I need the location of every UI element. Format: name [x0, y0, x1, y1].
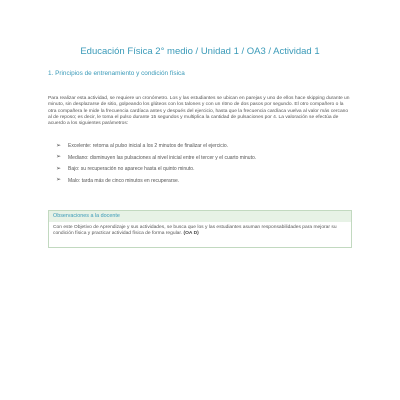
check-icon: ➢: [56, 177, 62, 183]
objective-code: (OA D): [183, 231, 199, 237]
criteria-item-bad: [56, 178, 352, 190]
criteria-list: [56, 143, 352, 189]
criteria-item-excellent: [56, 143, 352, 155]
check-icon: ➢: [56, 154, 62, 160]
criteria-item-medium: [56, 155, 352, 167]
observations-box: [48, 210, 352, 248]
observations-header: Observaciones a la docente: [49, 211, 351, 222]
criteria-text: Malo: tarda más de cinco minutos en recuperarse.: [68, 177, 180, 184]
section-heading: 1. Principios de entrenamiento y condición física: [48, 70, 185, 77]
check-icon: ➢: [56, 142, 62, 149]
document-title: Educación Física 2° medio / Unidad 1 / OA3 / Actividad 1: [80, 46, 320, 57]
check-icon: ➢: [56, 165, 62, 172]
intro-paragraph: Para realizar esta actividad, se requiere un cronómetro. Los y las estudiantes se ubican en parejas y uno de ellos hace skipping durante un minuto, sin desplazarse de sitio, golpeando los glúteos con los talones y con un ritmo de dos pasos por segundo. El otro compañero o la otra compañera le mide la frecuencia cardíaca antes y después del ejercicio, hasta que la frecuencia cardíaca vuelva al valor más cercano al de reposo; es decir, le toma el pulso durante 15 segundos y multiplica la cantidad de pulsaciones por 4. La valoración se efectúa de acuerdo a los siguientes parámetros:: [48, 96, 350, 127]
criteria-text: Excelente: retorna al pulso inicial a los 2 minutos de finalizar el ejercicio.: [68, 143, 229, 149]
observations-body: Con este Objetivo de Aprendizaje y sus actividades, se busca que los y las estudiantes asuman responsabilidades para mejorar su condición física y practicar actividad física de forma regular.: [53, 225, 337, 237]
criteria-item-low: [56, 166, 352, 178]
criteria-text: Bajo: su recuperación no aparece hasta el quinto minuto.: [68, 166, 195, 172]
criteria-text: Mediano: disminuyen las pulsaciones al nivel inicial entre el tercer y el cuarto minuto.: [68, 154, 257, 161]
observations-text: [49, 222, 351, 237]
